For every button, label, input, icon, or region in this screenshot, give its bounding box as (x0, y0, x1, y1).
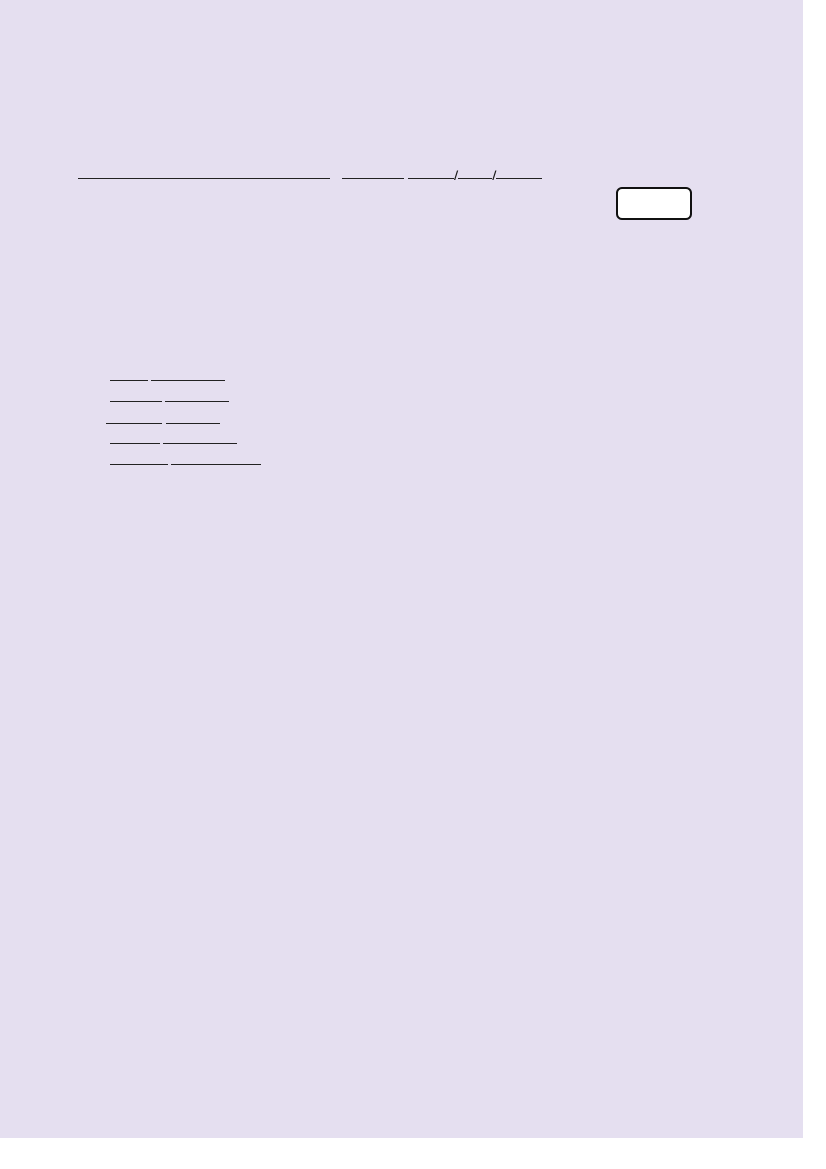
section-d-heading (104, 708, 128, 721)
section-b-heading (104, 327, 128, 340)
good-luck (590, 975, 637, 988)
section-c-heading (104, 475, 128, 488)
section-e-heading (104, 836, 128, 849)
header-fields: / / (78, 167, 542, 182)
list-item (82, 412, 220, 427)
grade-field[interactable] (342, 167, 404, 179)
pencil-border-top (32, 84, 824, 104)
pencil-border-bottom (32, 1097, 824, 1117)
date-month-field[interactable] (458, 167, 492, 179)
pencil-border-left (32, 84, 52, 1117)
mark-box[interactable] (616, 187, 692, 220)
date-year-field[interactable] (496, 167, 542, 179)
pencil-border-right (796, 84, 816, 1117)
section-a-heading (104, 219, 128, 232)
full-name-field[interactable] (78, 167, 330, 179)
date-day-field[interactable] (408, 167, 454, 179)
list-item (82, 390, 229, 405)
list-item (82, 432, 237, 447)
list-item (82, 369, 225, 384)
list-item (82, 453, 261, 468)
